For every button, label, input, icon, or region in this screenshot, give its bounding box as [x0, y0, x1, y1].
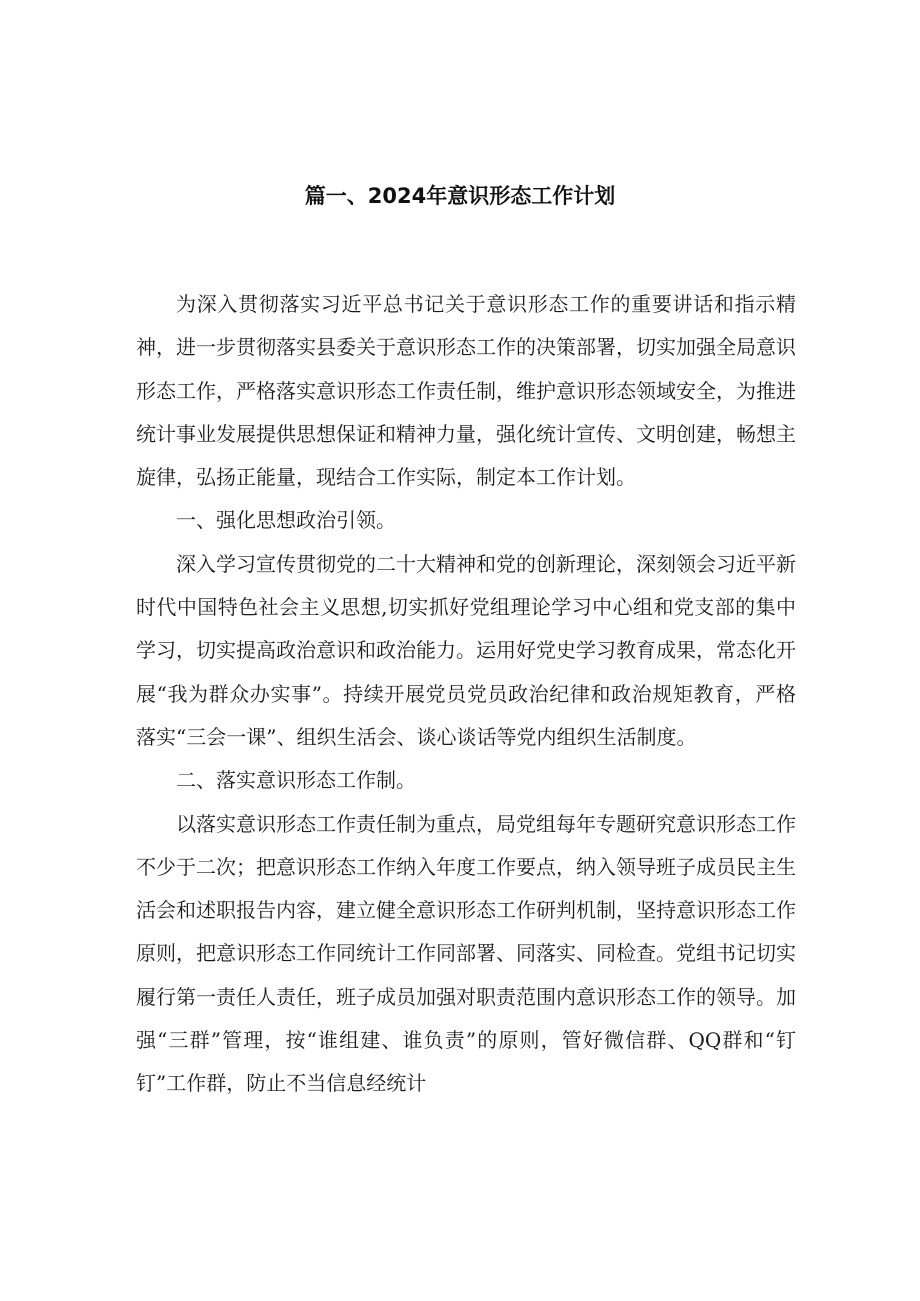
document-title: 篇一、2024年意识形态工作计划: [304, 184, 616, 208]
section-heading-2: 二、落实意识形态工作制。: [176, 768, 416, 793]
section-paragraph-2: 以落实意识形态工作责任制为重点，局党组每年专题研究意识形态工作不少于二次；把意识形态工作纳入年度工作要点，纳入领导班子成员民主生活会和述职报告内容，建立健全意识形态工作研判机制，坚持意识形态工作原则，把意识形态工作同统计工作同部署、同落实、同检查。党组书记切实履行第一责任人责任，班子成员加强对职责范围内意识形态工作的领导。加强“三群”管理，按“谁组建、谁负责”的原则，管好微信群、QQ群和“钉钉”工作群，防止不当信息经统计: [136, 811, 796, 1096]
document-body: [136, 283, 796, 1106]
section-heading-1: 一、强化思想政治引领。: [176, 508, 396, 533]
intro-paragraph: 为深入贯彻落实习近平总书记关于意识形态工作的重要讲话和指示精神，进一步贯彻落实县委关于意识形态工作的决策部署，切实加强全局意识形态工作，严格落实意识形态工作责任制，维护意识形态领域安全，为推进统计事业发展提供思想保证和精神力量，强化统计宣传、文明创建，畅想主旋律，弘扬正能量，现结合工作实际，制定本工作计划。: [136, 292, 796, 490]
section-paragraph-1: 深入学习宣传贯彻党的二十大精神和党的创新理论，深刻领会习近平新时代中国特色社会主义思想,切实抓好党组理论学习中心组和党支部的集中学习，切实提高政治意识和政治能力。运用好党史学习教育成果，常态化开展“我为群众办实事”。持续开展党员党员政治纪律和政治规矩教育，严格落实“三会一课”、组织生活会、谈心谈话等党内组织生活制度。: [136, 551, 796, 749]
